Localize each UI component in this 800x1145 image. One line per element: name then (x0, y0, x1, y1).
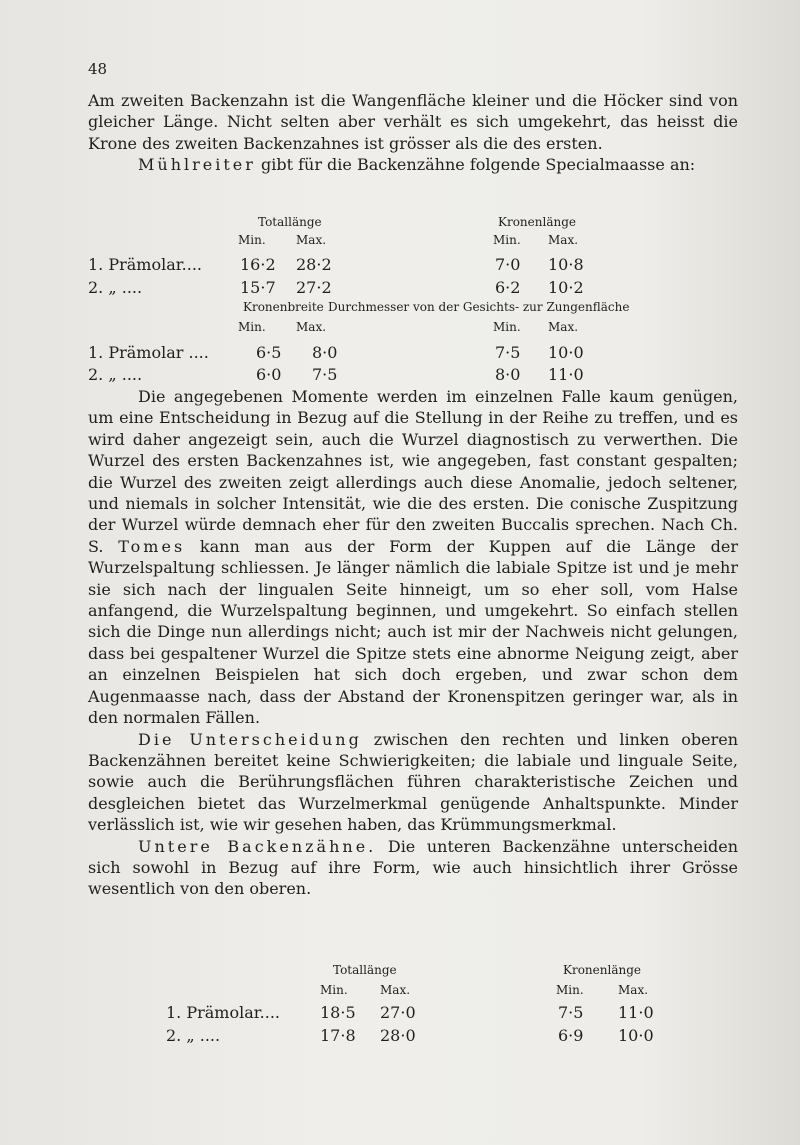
author-name: Mühlreiter (138, 155, 256, 175)
row-label: 1. Prämolar.... (88, 255, 202, 274)
cell-value: 7·5 (558, 1003, 584, 1022)
header-totallaenge: Totallänge (258, 215, 322, 229)
header-min: Min. (493, 320, 521, 334)
cell-value: 7·5 (495, 343, 521, 362)
cell-value: 7·5 (312, 365, 338, 384)
cell-value: 10·0 (618, 1026, 654, 1045)
cell-value: 28·2 (296, 255, 332, 274)
cell-value: 15·7 (240, 278, 276, 297)
cell-value: 16·2 (240, 255, 276, 274)
cell-value: 27·0 (380, 1003, 416, 1022)
header-max: Max. (548, 233, 579, 247)
emphasis-unterscheidung: Die Unterscheidung (138, 729, 362, 749)
header-kronenlaenge: Kronenlänge (563, 963, 641, 977)
cell-value: 10·0 (548, 343, 584, 362)
cell-value: 6·0 (256, 365, 282, 384)
cell-value: 8·0 (312, 343, 338, 362)
paragraph-1: Am zweiten Backenzahn ist die Wangenfläche kleiner und die Höcker sind von gleicher Länge. Nicht selten aber verhält es sich umgekehrt, das heisst die Krone des zweiten Backenzahnes ist grösser als die des ersten. (88, 91, 738, 153)
row-label: 2. „ .... (88, 278, 143, 297)
row-label: 2. „ .... (166, 1026, 221, 1045)
cell-value: 6·5 (256, 343, 282, 362)
paragraph-5: Untere Backenzähne. Die unteren Backenzähne unterscheiden sich sowohl in Bezug auf ihre Form, wie auch hinsichtlich ihrer Grösse wesentlich von den oberen. (88, 836, 738, 899)
cell-value: 17·8 (320, 1026, 356, 1045)
section-heading-untere-backenzaehne: Untere Backenzähne. (138, 836, 377, 856)
author-name-tomes: Tomes (118, 536, 186, 556)
page-number: 48 (88, 60, 108, 78)
header-max: Max. (618, 983, 649, 997)
header-kronenbreite: Kronenbreite (243, 300, 324, 314)
body-text (88, 386, 738, 900)
paragraph-3: Die angegebenen Momente werden im einzelnen Falle kaum genügen, um eine Entscheidung in Bezug auf die Stellung in der Reihe zu treffen, und es wird daher angezeigt sein, auch die Wurzel diagnostisch zu verwerthen. Die Wurzel des ersten Backenzahnes ist, wie angegeben, fast constant gespalten; die Wurzel des zweiten zeigt allerdings auch diese Anomalie, jedoch seltener, und niemals in solcher Intensität, wie die des ersten. Die conische Zuspitzung der Wurzel würde demnach eher für den zweiten Buccalis sprechen. Nach Ch. S. Tomes kann man aus der Form der Kuppen auf die Länge der Wurzelspaltung schliessen. Je länger nämlich die labiale Spitze ist und je mehr sie sich nach der lingualen Seite hinneigt, um so eher soll, vom Halse anfangend, die Wurzelspaltung beginnen, und umgekehrt. So einfach stellen sich die Dinge nun allerdings nicht; auch ist mir der Nachweis nicht gelungen, dass bei gespaltener Wurzel die Spitze stets eine abnorme Neigung zeigt, aber an einzelnen Beispielen hat sich doch ergeben, und zwar schon dem Augenmaasse nach, dass der Abstand der Kronenspitzen geringer war, als in den normalen Fällen. (88, 387, 739, 728)
cell-value: 27·2 (296, 278, 332, 297)
cell-value: 18·5 (320, 1003, 356, 1022)
cell-value: 8·0 (495, 365, 521, 384)
header-max: Max. (548, 320, 579, 334)
header-min: Min. (320, 983, 348, 997)
header-min: Min. (238, 233, 266, 247)
cell-value: 7·0 (495, 255, 521, 274)
cell-value: 28·0 (380, 1026, 416, 1045)
header-min: Min. (556, 983, 584, 997)
header-min: Min. (238, 320, 266, 334)
cell-value: 10·2 (548, 278, 584, 297)
header-max: Max. (296, 320, 327, 334)
header-durchmesser: Durchmesser von der Gesichts- zur Zungenfläche (328, 300, 630, 314)
intro-text (88, 90, 738, 176)
cell-value: 11·0 (548, 365, 584, 384)
cell-value: 11·0 (618, 1003, 654, 1022)
header-totallaenge: Totallänge (333, 963, 397, 977)
header-max: Max. (380, 983, 411, 997)
cell-value: 6·9 (558, 1026, 584, 1045)
paragraph-2: Mühlreiter gibt für die Backenzähne folgende Specialmaasse an: (138, 155, 696, 175)
cell-value: 6·2 (495, 278, 521, 297)
cell-value: 10·8 (548, 255, 584, 274)
header-kronenlaenge: Kronenlänge (498, 215, 576, 229)
row-label: 1. Prämolar.... (166, 1003, 280, 1022)
header-min: Min. (493, 233, 521, 247)
paragraph-4: Die Unterscheidung zwischen den rechten und linken oberen Backenzähnen bereitet keine Schwierigkeiten; die labiale und linguale Seite, sowie auch die Berührungsflächen führen charakteristische Zeichen und desgleichen bietet das Wurzelmerkmal genügende Anhaltspunkte. Minder verlässlich ist, wie wir gesehen haben, das Krümmungsmerkmal. (88, 729, 739, 835)
row-label: 2. „ .... (88, 365, 143, 384)
header-max: Max. (296, 233, 327, 247)
row-label: 1. Prämolar .... (88, 343, 209, 362)
